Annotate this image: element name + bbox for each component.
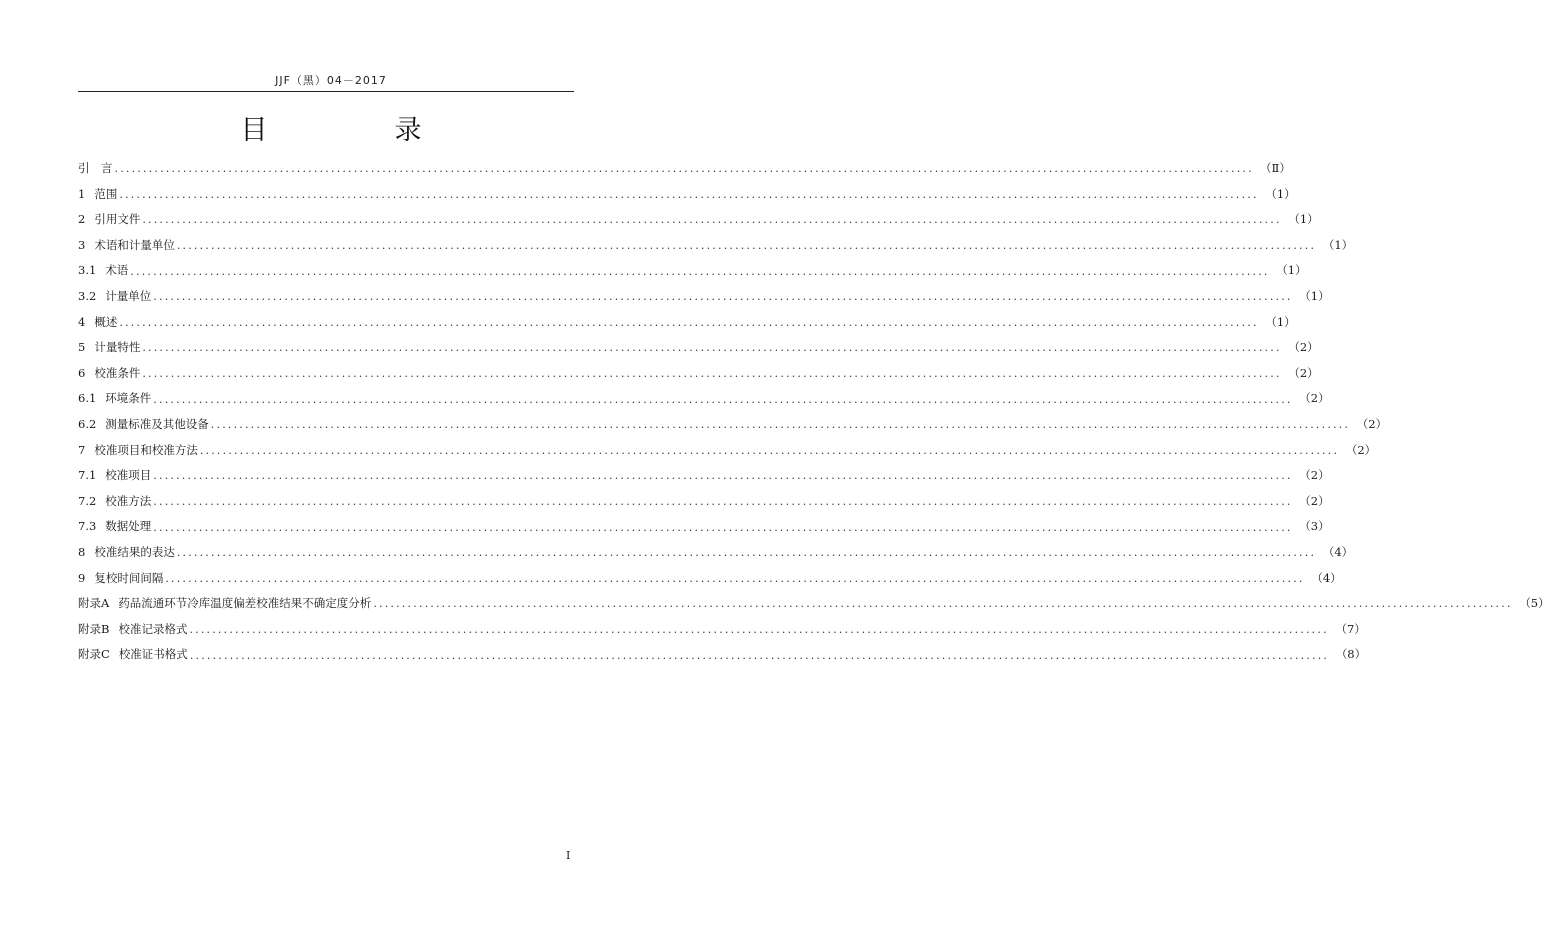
entry-title: 数据处理 [105,519,152,534]
entry-page: （2） [1288,340,1319,355]
entry-title: 药品流通环节冷库温度偏差校准结果不确定度分析 [118,596,372,611]
toc-entry[interactable] [78,156,1291,182]
header-divider [78,91,574,92]
entry-page: （8） [1335,647,1367,662]
entry-title: 范围 [94,186,118,201]
dot-leader: ........................................................................................................................................................................................................ [153,290,1293,304]
toc-entry[interactable] [78,642,1367,668]
dot-leader: ........................................................................................................................................................................................................ [199,443,1340,457]
entry-number: 9 [78,570,86,585]
page-number: Ⅰ [566,849,571,862]
entry-title: 校准记录格式 [118,621,188,636]
toc-entry[interactable] [78,566,1342,592]
entry-page: （2） [1299,391,1330,406]
entry-page: （4） [1311,570,1342,585]
entry-title: 校准结果的表达 [94,544,175,559]
entry-page: （3） [1299,519,1330,534]
dot-leader: ........................................................................................................................................................................................................ [119,187,1259,201]
entry-title: 复校时间间隔 [94,570,164,585]
dot-leader: ........................................................................................................................................................................................................ [189,622,1329,636]
entry-number: 6 [78,365,86,380]
toc-entry[interactable] [78,617,1366,643]
dot-leader: ........................................................................................................................................................................................................ [373,597,1513,611]
entry-page: （2） [1356,416,1388,431]
table-of-contents [78,156,1550,668]
entry-number: 附录A [78,596,110,611]
dot-leader: ........................................................................................................................................................................................................ [142,367,1282,381]
entry-number: 7.1 [78,468,97,483]
entry-number: 附录C [78,647,110,662]
toc-entry[interactable] [78,386,1330,412]
toc-entry[interactable] [78,591,1550,617]
entry-number: 2 [78,212,86,227]
entry-number: 6.2 [78,416,97,431]
dot-leader: ........................................................................................................................................................................................................ [153,469,1293,483]
entry-number: 1 [78,186,86,201]
dot-leader: ........................................................................................................................................................................................................ [130,264,1270,278]
toc-entry[interactable] [78,310,1296,336]
dot-leader: ........................................................................................................................................................................................................ [153,495,1293,509]
toc-entry[interactable] [78,284,1330,310]
entry-title: 术语 [105,263,129,278]
entry-page: （2） [1299,468,1330,483]
dot-leader: ........................................................................................................................................................................................................ [210,418,1351,432]
entry-title: 校准条件 [94,365,141,380]
entry-page: （1） [1265,314,1296,329]
entry-title: 计量单位 [105,289,152,304]
toc-entry[interactable] [78,489,1330,515]
entry-title: 校准项目 [105,468,152,483]
entry-title: 校准证书格式 [118,647,188,662]
dot-leader: ........................................................................................................................................................................................................ [153,392,1293,406]
dot-leader: ........................................................................................................................................................................................................ [189,648,1330,662]
entry-page: （1） [1265,186,1296,201]
entry-title: 校准方法 [105,493,152,508]
entry-page: （Ⅱ） [1260,161,1291,176]
toc-title: 目 录 [240,115,472,146]
toc-entry[interactable] [78,438,1377,464]
toc-entry[interactable] [78,207,1319,233]
entry-title: 测量标准及其他设备 [105,416,209,431]
entry-number: 引 言 [78,161,113,176]
toc-entry[interactable] [78,463,1330,489]
entry-page: （2） [1288,365,1319,380]
entry-page: （2） [1345,442,1377,457]
entry-page: （5） [1519,596,1550,611]
entry-number: 4 [78,314,86,329]
entry-title: 概述 [94,314,118,329]
entry-number: 8 [78,544,86,559]
entry-number: 6.1 [78,391,97,406]
dot-leader: ........................................................................................................................................................................................................ [153,520,1293,534]
entry-title: 计量特性 [94,340,141,355]
entry-page: （4） [1322,544,1354,559]
entry-page: （1） [1276,263,1307,278]
toc-entry[interactable] [78,514,1330,540]
entry-page: （7） [1335,621,1366,636]
toc-entry[interactable] [78,335,1319,361]
entry-number: 5 [78,340,86,355]
entry-page: （1） [1322,237,1354,252]
dot-leader: ........................................................................................................................................................................................................ [176,239,1317,253]
toc-entry[interactable] [78,361,1319,387]
standard-code-header: JJF（黑）04－2017 [275,74,387,87]
dot-leader: ........................................................................................................................................................................................................ [142,213,1282,227]
toc-entry[interactable] [78,233,1354,259]
entry-number: 7 [78,442,86,457]
dot-leader: ........................................................................................................................................................................................................ [165,571,1305,585]
entry-title: 环境条件 [105,391,152,406]
entry-number: 3.2 [78,289,97,304]
toc-entry[interactable] [78,540,1354,566]
entry-number: 7.2 [78,493,97,508]
entry-number: 7.3 [78,519,97,534]
dot-leader: ........................................................................................................................................................................................................ [119,315,1259,329]
dot-leader: ........................................................................................................................................................................................................ [142,341,1282,355]
dot-leader: ........................................................................................................................................................................................................ [176,546,1317,560]
entry-page: （2） [1299,493,1330,508]
entry-number: 3 [78,237,86,252]
entry-title: 引用文件 [94,212,141,227]
entry-number: 3.1 [78,263,97,278]
entry-page: （1） [1288,212,1319,227]
entry-page: （1） [1299,289,1330,304]
dot-leader: ........................................................................................................................................................................................................ [114,162,1254,176]
entry-title: 术语和计量单位 [94,237,175,252]
toc-entry[interactable] [78,182,1296,208]
entry-title: 校准项目和校准方法 [94,442,198,457]
toc-entry[interactable] [78,258,1307,284]
toc-entry[interactable] [78,412,1388,438]
entry-number: 附录B [78,621,110,636]
